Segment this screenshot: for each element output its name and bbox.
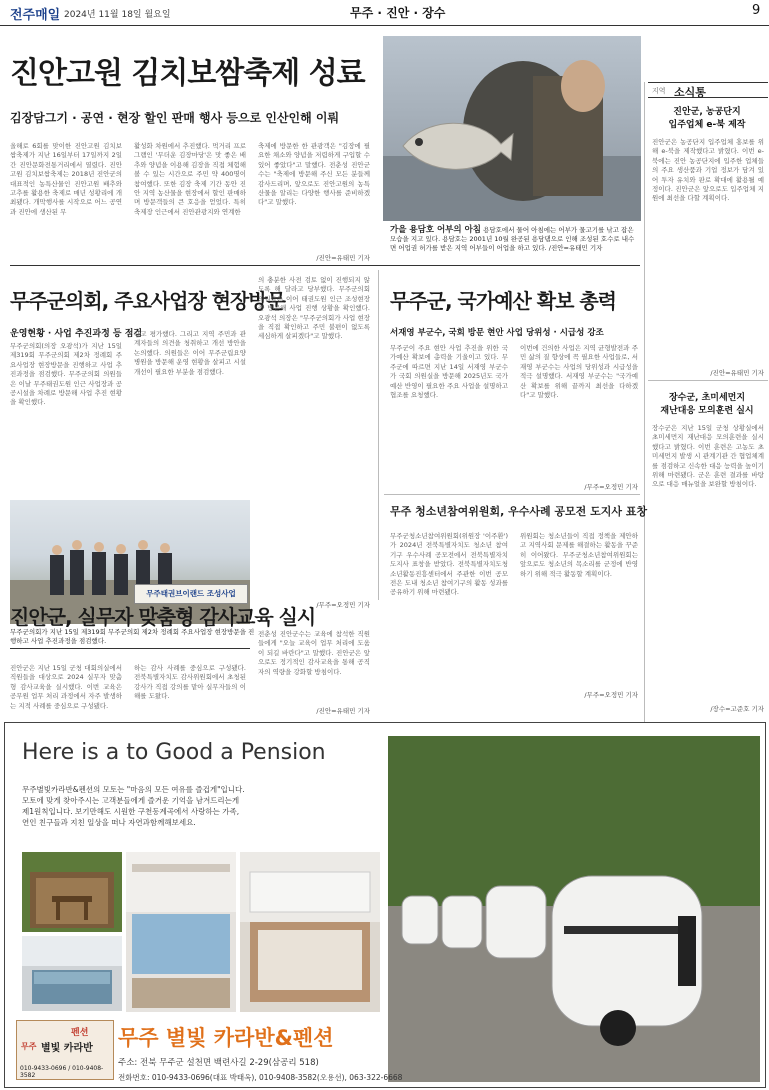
side-item2-byline: /장수=고준호 기자 xyxy=(710,705,764,713)
ad-body-line3: 제1원칙입니다. 보기만해도 시원한 구천동계곡에서 사랑하는 가족, xyxy=(22,807,240,816)
article5-col3: 전춘성 진안군수는 교육에 참석한 직원들에게 "오늘 교육이 업무 처리에 도움이 되길 바란다"고 말했다. 진안군은 앞으로도 정기적인 감사교육을 통해 공직자의 역량을 강화할 방침이다. xyxy=(258,630,370,676)
page-header xyxy=(0,0,769,26)
article2-photo-caption: 무주군의회가 지난 15일 제319회 무주군의회 제2차 정례회 주요사업장 현장방문을 진행하고 사업 추진과정을 점검했다. xyxy=(10,628,255,645)
ad-pavilion-photo xyxy=(22,852,122,932)
article4-title: 무주 청소년참여위원회, 우수사례 공모전 도지사 표창 xyxy=(390,505,648,518)
side-item1-text: 진안군은 농공단지 입주업체 홍보를 위해 e-북을 제작했다고 밝혔다. 이번 e-북에는 진안 농공단지에 입주한 업체들의 주요 생산품과 기업 정보가 담겨 있어 투자 유치와 판로 확대에 활용될 예정이다. 진안군은 앞으로도 입주업체 지원에 최선을 다할 계획이다. xyxy=(652,138,764,203)
side-item1-title-line2: 입주업체 e-북 제작 xyxy=(668,120,746,130)
section-rule-2 xyxy=(384,494,640,495)
ad-bedroom-photo xyxy=(240,852,380,1012)
article5-col1: 진안군은 지난 15일 군청 대회의실에서 직원들을 대상으로 2024 실무자 맞춤형 감사교육을 실시했다. 이번 교육은 공무원 업무 처리 과정에서 자주 발생하는 지적 사례를 중심으로 구성됐다. xyxy=(10,664,122,710)
section-name: 무주 · 진안 · 장수 xyxy=(350,6,446,20)
article1-byline: /진안=유태민 기자 xyxy=(316,254,370,262)
ad-phone: 전화번호: 010-9433-0696(대표 박태옥), 010-9408-3582(오용선), 063-322-6668 xyxy=(118,1073,403,1082)
side-item1-title-line1: 진안군, 농공단지 xyxy=(673,107,741,117)
article2-col2: 다고 평가했다. 그리고 지역 주민과 관계자들의 의견을 청취하고 개선 방안을 논의했다. 의원들은 이어 무주군립요양병원을 방문해 운영 현황을 살피고 시설 개선이 필요한 부분을 점검했다. xyxy=(134,330,246,376)
side-item2-title xyxy=(650,392,764,418)
fisherman-photo xyxy=(383,36,641,221)
ad-sign-top: 펜션 xyxy=(71,1028,89,1038)
article3-subtitle: 서재영 부군수, 국회 방문 현안 사업 당위성 · 시급성 강조 xyxy=(390,328,604,338)
ad-sign-region: 무주 xyxy=(21,1042,37,1051)
article5-byline: /진안=유태민 기자 xyxy=(316,707,370,715)
column-rule-1 xyxy=(378,270,379,600)
ad-body-line1: 무주별빛카라반&펜션의 모토는 "마음의 모든 여유를 즐겁게"입니다. xyxy=(22,785,245,794)
side-tag: 지역 xyxy=(652,87,666,95)
ad-interior-photo-1 xyxy=(22,936,122,1011)
ad-sign-mid: 별빛 카라반 xyxy=(41,1043,93,1054)
ad-address: 주소: 전북 무주군 설천면 백련사길 2-29(삼공리 518) xyxy=(118,1058,319,1068)
ad-caravan-photo xyxy=(388,736,760,1082)
side-item1-title xyxy=(650,106,764,132)
side-header xyxy=(648,82,768,98)
article1-title: 진안고원 김치보쌈축제 성료 xyxy=(10,56,365,91)
article1-subtitle: 김장담그기 · 공연 · 현장 할인 판매 행사 등으로 인산인해 이뤄 xyxy=(10,111,340,125)
article1-col2: 활성화 차원에서 추진했다. 먹거리 프로그램인 '무더운 김장마당'은 맛 좋은 배추와 양념을 이용해 김장을 직접 체험해 볼 수 있는 시간으로 주민 약 400명이 참여했다. 또한 김장 축제 기간 동안 진안 지역 농산물을 현장에서 할인 판매하며 방문객들의 큰 호응을 얻었다. 특히 축제장 인근에서 진안관광지와 연계한 xyxy=(134,142,246,216)
article3-title: 무주군, 국가예산 확보 총력 xyxy=(390,289,617,313)
article2-title: 무주군의회, 주요사업장 현장방문 xyxy=(10,289,286,313)
side-item2-title-line2: 재난대응 모의훈련 실시 xyxy=(660,406,754,416)
ad-body-line4: 연인 친구들과 지친 일상을 떠나 자연과함께해보세요. xyxy=(22,818,196,827)
side-item2-title-line1: 장수군, 초미세먼지 xyxy=(668,393,746,403)
side-item1-byline: /진안=유태민 기자 xyxy=(710,369,764,377)
page-number: 9 xyxy=(752,3,761,18)
article2-byline: /무주=오정민 기자 xyxy=(316,601,370,609)
article3-col1: 무주군이 주요 현안 사업 추진을 위한 국가예산 확보에 총력을 기울이고 있다. 무주군에 따르면 지난 14일 서재영 부군수가 국회 의원실을 방문해 2025년도 국가예산 반영이 필요한 주요 사업을 설명하고 협조를 요청했다. xyxy=(390,344,508,400)
column-rule-side xyxy=(644,82,645,722)
article4-byline: /무주=오정민 기자 xyxy=(584,691,638,699)
photo2-sign: 무주태권브이랜드 조성사업 xyxy=(134,584,248,604)
article4-col2: 위원회는 청소년들이 직접 정책을 제안하고 지역사회 문제를 해결하는 활동을 꾸준히 이어왔다. 무주군청소년참여위원회는 앞으로도 청소년의 목소리를 군정에 반영하기 위해 적극 활동할 계획이다. xyxy=(520,532,638,578)
side-divider xyxy=(648,380,768,381)
section-rule-3 xyxy=(10,648,250,649)
ad-sign-phone: 010-9433-0696 / 010-9408-3582 xyxy=(20,1065,104,1079)
article3-col2: 이번에 건의한 사업은 지역 균형발전과 주민 삶의 질 향상에 꼭 필요한 사업들로, 서재영 부군수는 사업의 당위성과 시급성을 적극 설명했다. 서재영 부군수는 "국가예산 확보를 위해 끝까지 최선을 다하겠다"고 말했다. xyxy=(520,344,638,400)
ad-brand-name: 무주 별빛 카라반&펜션 xyxy=(118,1026,334,1050)
ad-body-line2: 모토에 맞게 찾아주시는 고객분들에게 즐거운 기억을 남겨드리는게 xyxy=(22,796,240,805)
ad-headline: Here is a to Good a Pension xyxy=(22,740,326,765)
article2-col1: 무주군의회(의장 오광석)가 지난 15일 제319회 무주군의회 제2차 정례회 주요사업장 현장방문을 진행하고 사업 추진과정을 점검했다. 무주군의회 의원들은 이날 무주태권도원 인근 사업장과 공공시설을 차례로 방문해 사업 추진 현황을 확인했다. xyxy=(10,342,122,407)
newspaper-name: 전주매일 xyxy=(10,8,61,23)
issue-date: 2024년 11월 18일 월요일 xyxy=(64,10,171,20)
photo1-caption-title: 가을 용담호 어부의 아침 xyxy=(390,225,481,235)
article2-subtitle: 운영현황 · 사업 추진과정 등 점검 xyxy=(10,329,143,339)
ad-sign-board xyxy=(16,1020,114,1080)
article2-col3: 의 충분한 사전 검토 없이 진행되지 않도록 해 달라고 당부했다. 무주군의회 의원들은 이어 태권도원 인근 조성현장을 방문해 사업 진행 상황을 확인했다. 오광석 의장은 "무주군의회가 사업 현장을 직접 확인하고 주민 불편이 없도록 세심하게 살피겠다"고 말했다. xyxy=(258,276,370,341)
side-item2-text: 장수군은 지난 15일 군청 상황실에서 초미세먼지 재난대응 모의훈련을 실시했다고 밝혔다. 이번 훈련은 고농도 초미세먼지 발생 시 관계기관 간 협업체계를 점검하고 신속한 대응 능력을 높이기 위해 마련됐다. 군은 훈련 결과를 바탕으로 대응 매뉴얼을 보완할 방침이다. xyxy=(652,424,764,489)
article4-col1: 무주군청소년참여위원회(위원장 '이주환')가 2024년 전북특별자치도 청소년 참여기구 우수사례 공모전에서 전북특별자치도지사 표창을 받았다. 전북특별자치도청소년활동진흥센터에서 주관한 이번 공모전은 도내 청소년 참여기구의 활동 성과를 공유하기 위해 마련됐다. xyxy=(390,532,508,597)
photo1-caption xyxy=(390,226,640,253)
article3-byline: /무주=오정민 기자 xyxy=(584,483,638,491)
article5-title: 진안군, 실무자 맞춤형 감사교육 실시 xyxy=(10,605,316,629)
section-rule-1 xyxy=(10,265,640,266)
article1-col1: 올해로 6회를 맞이한 진안고원 김치보쌈축제가 지난 16일부터 17일까지 2일간 진안문화전통거리에서 열렸다. 진안고원 김치보쌈축제는 2018년 진안군의 대표적인 농특산물인 진안고원 배추와 고추를 활용한 축제로 매년 성황리에 개최됐다. 개막행사를 시작으로 어느 공연과 진안에 생산된 무 xyxy=(10,142,122,216)
article1-col3: 축제에 방문한 한 관광객은 "김장에 필요한 채소와 양념을 저렴하게 구입할 수 있어 좋았다"고 말했다. 전춘성 진안군수는 "축제에 방문해 주신 모든 분들께 감사드리며, 앞으로도 진안고원의 농특산물을 알리는 다양한 행사를 준비하겠다"고 말했다. xyxy=(258,142,370,207)
ad-interior-photo-2 xyxy=(126,852,236,1012)
photo1-caption-text: 용담호에서 물어 아침에는 어부가 물고기를 낚고 잡은 모습을 지고 있다. 용담호는 2001년 10월 완공된 용담댐으로 인해 조성된 호수로 내수면 어업권 허가를 받은 지역 어부들이 어업을 하고 있다. /진안=유태민 기자 xyxy=(390,226,635,252)
article5-col2: 하는 감사 사례를 중심으로 구성됐다. 전북특별자치도 감사위원회에서 초청된 강사가 직접 강의를 맡아 실무자들의 이해를 도왔다. xyxy=(134,664,246,701)
side-tag-title: 소식통 xyxy=(674,86,706,99)
ad-body xyxy=(22,784,382,828)
